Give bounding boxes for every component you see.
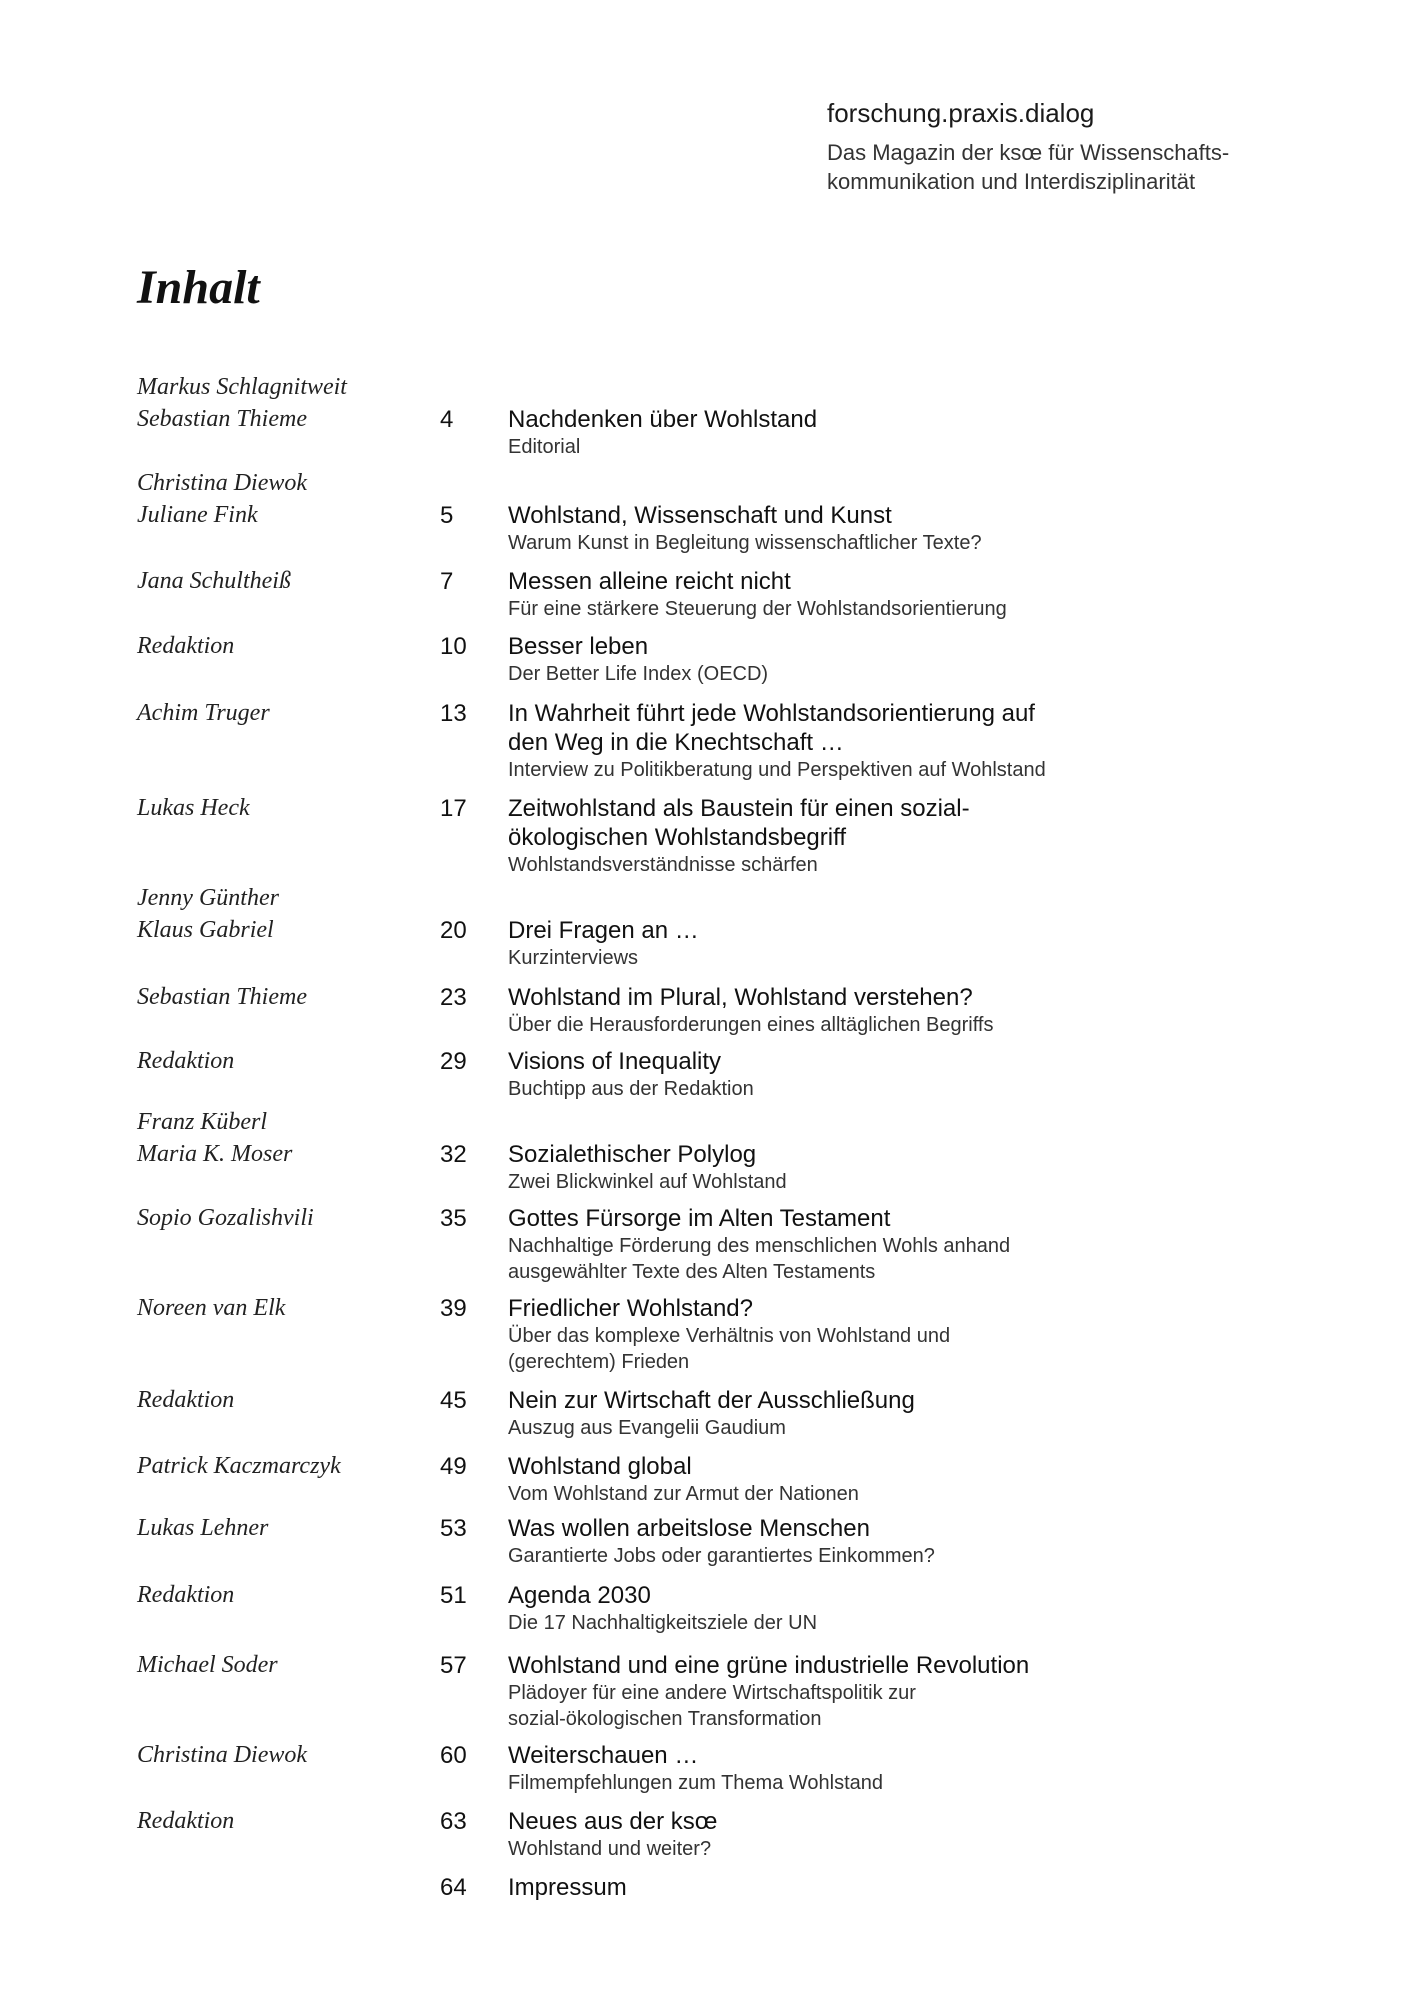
entry-title[interactable]: Besser leben xyxy=(508,633,649,660)
author-name: Christina Diewok xyxy=(137,1742,308,1768)
author-name: Sebastian Thieme xyxy=(137,406,307,432)
author-name: Sebastian Thieme xyxy=(137,984,307,1010)
toc-entry[interactable] xyxy=(0,1109,1413,1193)
author-name: Jenny Günther xyxy=(137,885,279,911)
entry-authors xyxy=(137,1292,427,1324)
entry-authors xyxy=(137,697,427,729)
entry-title[interactable]: Visions of Inequality xyxy=(508,1048,722,1075)
author-name: Redaktion xyxy=(137,1582,235,1608)
entry-authors xyxy=(137,630,427,662)
entry-text xyxy=(508,501,1148,556)
entry-subtitle: Über das komplexe Verhältnis von Wohlstand und xyxy=(508,1325,951,1347)
entry-page-number: 57 xyxy=(440,1652,467,1679)
entry-title[interactable]: Wohlstand im Plural, Wohlstand verstehen? xyxy=(508,984,973,1011)
entry-text xyxy=(508,916,1148,971)
author-name: Lukas Lehner xyxy=(137,1515,269,1541)
entry-authors xyxy=(137,1512,427,1544)
entry-text xyxy=(508,567,1148,622)
entry-text xyxy=(508,632,1148,687)
toc-entry[interactable] xyxy=(0,1873,1413,1901)
entry-title[interactable]: Gottes Fürsorge im Alten Testament xyxy=(508,1205,891,1232)
entry-subtitle: (gerechtem) Frieden xyxy=(508,1351,690,1373)
entry-authors xyxy=(137,1106,427,1170)
toc-entry[interactable] xyxy=(0,1741,1413,1794)
entry-subtitle: Plädoyer für eine andere Wirtschaftspolitik zur xyxy=(508,1682,916,1704)
entry-title[interactable]: Was wollen arbeitslose Menschen xyxy=(508,1515,870,1542)
entry-authors xyxy=(137,371,427,435)
entry-page-number: 17 xyxy=(440,795,467,822)
author-name: Franz Küberl xyxy=(137,1109,268,1135)
entry-title[interactable]: Wohlstand und eine grüne industrielle Revolution xyxy=(508,1652,1030,1679)
entry-text xyxy=(508,1140,1148,1195)
entry-page-number: 51 xyxy=(440,1582,467,1609)
toc-entry[interactable] xyxy=(0,1514,1413,1567)
entry-authors xyxy=(137,467,427,531)
entry-page-number: 23 xyxy=(440,984,467,1011)
entry-page-number: 7 xyxy=(440,568,454,595)
entry-page-number: 49 xyxy=(440,1453,467,1480)
entry-title[interactable]: Weiterschauen … xyxy=(508,1742,699,1769)
entry-page-number: 64 xyxy=(440,1874,467,1901)
entry-title[interactable]: Nein zur Wirtschaft der Ausschließung xyxy=(508,1387,915,1414)
page-title: Inhalt xyxy=(137,261,260,314)
entry-page-number: 32 xyxy=(440,1141,467,1168)
entry-title[interactable]: den Weg in die Knechtschaft … xyxy=(508,729,844,756)
author-name: Sopio Gozalishvili xyxy=(137,1205,314,1231)
entry-title[interactable]: Messen alleine reicht nicht xyxy=(508,568,791,595)
entry-title[interactable]: In Wahrheit führt jede Wohlstandsorientierung auf xyxy=(508,700,1035,727)
entry-title[interactable]: Nachdenken über Wohlstand xyxy=(508,406,818,433)
entry-subtitle: Warum Kunst in Begleitung wissenschaftlicher Texte? xyxy=(508,532,982,554)
entry-text xyxy=(508,1651,1148,1732)
author-name: Maria K. Moser xyxy=(137,1141,293,1167)
entry-text xyxy=(508,1514,1148,1569)
entry-subtitle: Editorial xyxy=(508,436,581,458)
magazine-subtitle-line-1: Das Magazin der ksœ für Wissenschafts- xyxy=(827,140,1230,165)
author-name: Achim Truger xyxy=(137,700,270,726)
entry-subtitle: Auszug aus Evangelii Gaudium xyxy=(508,1417,786,1439)
toc-entry[interactable] xyxy=(0,1047,1413,1100)
entry-page-number: 39 xyxy=(440,1295,467,1322)
author-name: Juliane Fink xyxy=(137,502,258,528)
entry-subtitle: sozial-ökologischen Transformation xyxy=(508,1708,822,1730)
entry-authors xyxy=(137,1739,427,1771)
entry-authors xyxy=(137,1579,427,1611)
magazine-subtitle-line-2: kommunikation und Interdisziplinarität xyxy=(827,169,1196,194)
entry-page-number: 60 xyxy=(440,1742,467,1769)
entry-subtitle: Kurzinterviews xyxy=(508,947,639,969)
entry-text xyxy=(508,1294,1148,1375)
entry-page-number: 35 xyxy=(440,1205,467,1232)
toc-entry[interactable] xyxy=(0,699,1413,781)
author-name: Markus Schlagnitweit xyxy=(137,374,347,400)
entry-title[interactable]: Impressum xyxy=(508,1874,627,1901)
entry-subtitle: Vom Wohlstand zur Armut der Nationen xyxy=(508,1483,859,1505)
entry-authors xyxy=(137,1202,427,1234)
magazine-title: forschung.praxis.dialog xyxy=(827,98,1095,128)
entry-text xyxy=(508,1873,1148,1902)
entry-subtitle: Nachhaltige Förderung des menschlichen Wohls anhand xyxy=(508,1235,1011,1257)
entry-text xyxy=(508,699,1148,783)
entry-page-number: 4 xyxy=(440,406,454,433)
entry-title[interactable]: Neues aus der ksœ xyxy=(508,1808,718,1835)
toc-entry[interactable] xyxy=(0,1294,1413,1373)
entry-title[interactable]: Sozialethischer Polylog xyxy=(508,1141,757,1168)
entry-page-number: 45 xyxy=(440,1387,467,1414)
toc-entry[interactable] xyxy=(0,1452,1413,1505)
toc-entry[interactable] xyxy=(0,1581,1413,1634)
entry-text xyxy=(508,983,1148,1038)
toc-entry[interactable] xyxy=(0,794,1413,876)
author-name: Redaktion xyxy=(137,1808,235,1834)
entry-text xyxy=(508,1581,1148,1636)
toc-entry[interactable] xyxy=(0,567,1413,620)
entry-subtitle: Filmempfehlungen zum Thema Wohlstand xyxy=(508,1772,883,1794)
entry-text xyxy=(508,1386,1148,1441)
author-name: Lukas Heck xyxy=(137,795,250,821)
entry-authors xyxy=(137,565,427,597)
toc-entry[interactable] xyxy=(0,1807,1413,1860)
entry-authors xyxy=(137,1045,427,1077)
entry-subtitle: Buchtipp aus der Redaktion xyxy=(508,1078,754,1100)
entry-subtitle: Die 17 Nachhaltigkeitsziele der UN xyxy=(508,1612,818,1634)
entry-page-number: 10 xyxy=(440,633,467,660)
entry-text xyxy=(508,1741,1148,1796)
author-name: Michael Soder xyxy=(137,1652,278,1678)
entry-authors xyxy=(137,1450,427,1482)
entry-authors xyxy=(137,792,427,824)
entry-page-number: 29 xyxy=(440,1048,467,1075)
entry-page-number: 53 xyxy=(440,1515,467,1542)
entry-subtitle: Wohlstandsverständnisse schärfen xyxy=(508,854,818,876)
entry-page-number: 13 xyxy=(440,700,467,727)
toc-entry[interactable] xyxy=(0,632,1413,685)
author-name: Patrick Kaczmarczyk xyxy=(137,1453,341,1479)
entry-title[interactable]: Agenda 2030 xyxy=(508,1582,651,1609)
toc-entry[interactable] xyxy=(0,1386,1413,1439)
author-name: Jana Schultheiß xyxy=(137,568,291,594)
entry-text xyxy=(508,1807,1148,1862)
toc-entry[interactable] xyxy=(0,470,1413,554)
toc-entry[interactable] xyxy=(0,1204,1413,1283)
toc-entry[interactable] xyxy=(0,983,1413,1036)
entry-subtitle: Über die Herausforderungen eines alltäglichen Begriffs xyxy=(508,1014,994,1036)
entry-subtitle: Interview zu Politikberatung und Perspektiven auf Wohlstand xyxy=(508,759,1046,781)
entry-subtitle: Wohlstand und weiter? xyxy=(508,1838,712,1860)
entry-subtitle: Für eine stärkere Steuerung der Wohlstandsorientierung xyxy=(508,598,1007,620)
author-name: Redaktion xyxy=(137,633,235,659)
author-name: Christina Diewok xyxy=(137,470,308,496)
entry-text xyxy=(508,794,1148,878)
author-name: Klaus Gabriel xyxy=(137,917,274,943)
entry-subtitle: Der Better Life Index (OECD) xyxy=(508,663,769,685)
author-name: Redaktion xyxy=(137,1048,235,1074)
entry-title[interactable]: Wohlstand, Wissenschaft und Kunst xyxy=(508,502,892,529)
entry-authors xyxy=(137,1649,427,1681)
author-name: Noreen van Elk xyxy=(137,1295,286,1321)
toc-entry[interactable] xyxy=(0,374,1413,458)
entry-text xyxy=(508,1047,1148,1102)
entry-subtitle: Zwei Blickwinkel auf Wohlstand xyxy=(508,1171,787,1193)
entry-page-number: 5 xyxy=(440,502,454,529)
author-name: Redaktion xyxy=(137,1387,235,1413)
entry-subtitle: Garantierte Jobs oder garantiertes Einkommen? xyxy=(508,1545,935,1567)
entry-title[interactable]: ökologischen Wohlstandsbegriff xyxy=(508,824,846,851)
entry-subtitle: ausgewählter Texte des Alten Testaments xyxy=(508,1261,876,1283)
toc-entry[interactable] xyxy=(0,1651,1413,1730)
entry-title[interactable]: Friedlicher Wohlstand? xyxy=(508,1295,754,1322)
entry-title[interactable]: Wohlstand global xyxy=(508,1453,692,1480)
entry-title[interactable]: Zeitwohlstand als Baustein für einen sozial- xyxy=(508,795,970,822)
entry-authors xyxy=(137,981,427,1013)
entry-text xyxy=(508,405,1148,460)
entry-authors xyxy=(137,1805,427,1837)
entry-page-number: 20 xyxy=(440,917,467,944)
entry-title[interactable]: Drei Fragen an … xyxy=(508,917,699,944)
entry-authors xyxy=(137,882,427,946)
entry-authors xyxy=(137,1384,427,1416)
toc-entry[interactable] xyxy=(0,885,1413,969)
entry-text xyxy=(508,1452,1148,1507)
entry-text xyxy=(508,1204,1148,1285)
entry-page-number: 63 xyxy=(440,1808,467,1835)
